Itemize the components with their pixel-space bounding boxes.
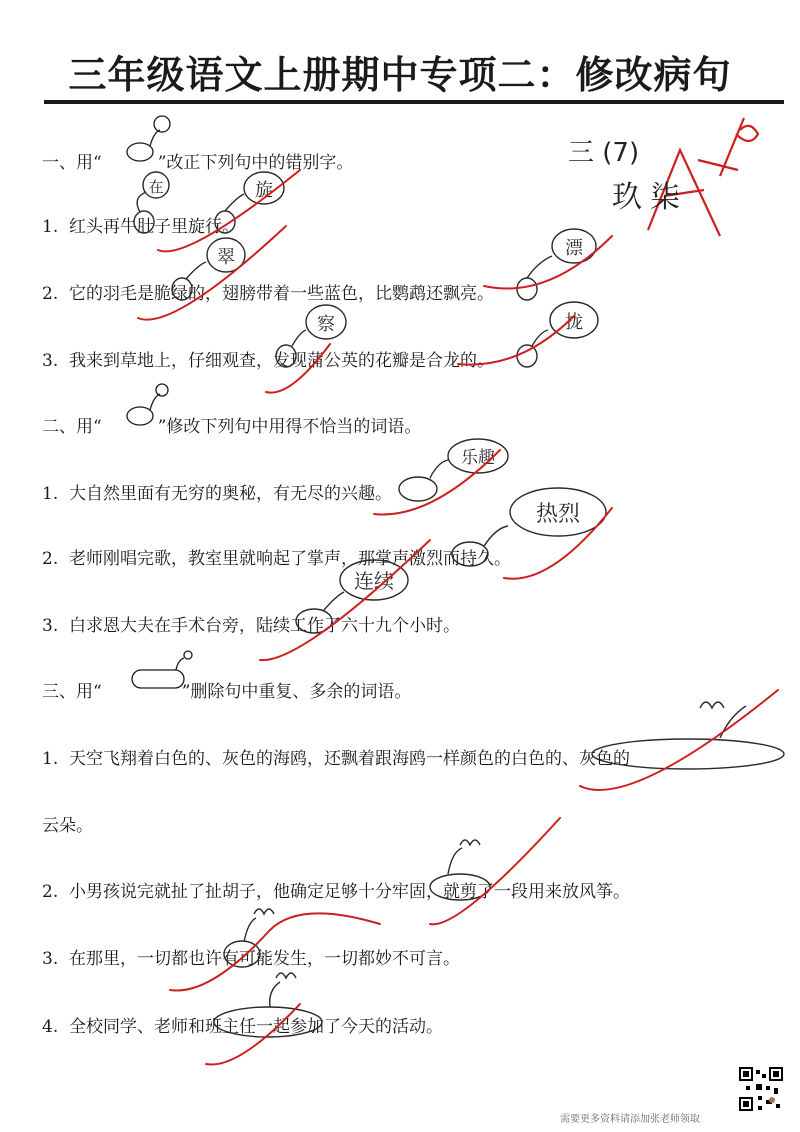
title-rule bbox=[44, 100, 784, 104]
score-note: 三 (7) bbox=[568, 138, 640, 168]
correction-zai: 在 bbox=[148, 178, 164, 196]
correction-relie: 热烈 bbox=[535, 502, 581, 527]
qr-code-icon bbox=[738, 1066, 784, 1112]
footer-note: 需要更多资料请添加张老师领取 bbox=[560, 1114, 700, 1125]
section-1-heading: 一、用“ ”改正下列句中的错别字。 bbox=[42, 153, 354, 173]
section-3-item-4: 4. 全校同学、老师和班主任一起参加了今天的活动。 bbox=[42, 1017, 444, 1037]
section-3-item-2: 2. 小男孩说完就扯了扯胡子，他确定足够十分牢固，就剪了一段用来放风筝。 bbox=[42, 882, 631, 902]
section-3-item-1-continued: 云朵。 bbox=[42, 816, 93, 836]
correction-xuan: 旋 bbox=[255, 180, 273, 201]
correction-long: 拢 bbox=[565, 312, 583, 333]
section-1-item-1: 1. 红头再牛肚子里旋行。 bbox=[42, 217, 240, 237]
correction-lequ: 乐趣 bbox=[461, 448, 495, 468]
section-3-heading: 三、用“ ”删除句中重复、多余的词语。 bbox=[42, 682, 412, 702]
correction-cui: 翠 bbox=[217, 247, 235, 268]
correction-lianxu: 连续 bbox=[354, 569, 394, 593]
section-3-item-1: 1. 天空飞翔着白色的、灰色的海鸥，还飘着跟海鸥一样颜色的白色的、灰色的 bbox=[42, 749, 631, 769]
section-3-item-3: 3. 在那里，一切都也许有可能发生，一切都妙不可言。 bbox=[42, 949, 461, 969]
section-1-item-3: 3. 我来到草地上，仔细观查，发现蒲公英的花瓣是合龙的。 bbox=[42, 351, 495, 371]
section-2-item-3: 3. 白求恩大夫在手术台旁，陆续工作了六十九个小时。 bbox=[42, 616, 461, 636]
student-name: 玖柒 bbox=[612, 180, 688, 215]
correction-piao: 漂 bbox=[565, 238, 583, 259]
section-2-heading: 二、用“ ”修改下列句中用得不恰当的词语。 bbox=[42, 417, 422, 437]
correction-cha: 察 bbox=[317, 314, 335, 335]
section-2-item-2: 2. 老师刚唱完歌，教室里就响起了掌声，那掌声激烈而持久。 bbox=[42, 549, 512, 569]
section-2-item-1: 1. 大自然里面有无穷的奥秘，有无尽的兴趣。 bbox=[42, 484, 393, 504]
section-1-item-2: 2. 它的羽毛是脆绿的，翅膀带着一些蓝色，比鹦鹉还飘亮。 bbox=[42, 284, 495, 304]
page-title: 三年级语文上册期中专项二：修改病句 bbox=[68, 53, 732, 97]
